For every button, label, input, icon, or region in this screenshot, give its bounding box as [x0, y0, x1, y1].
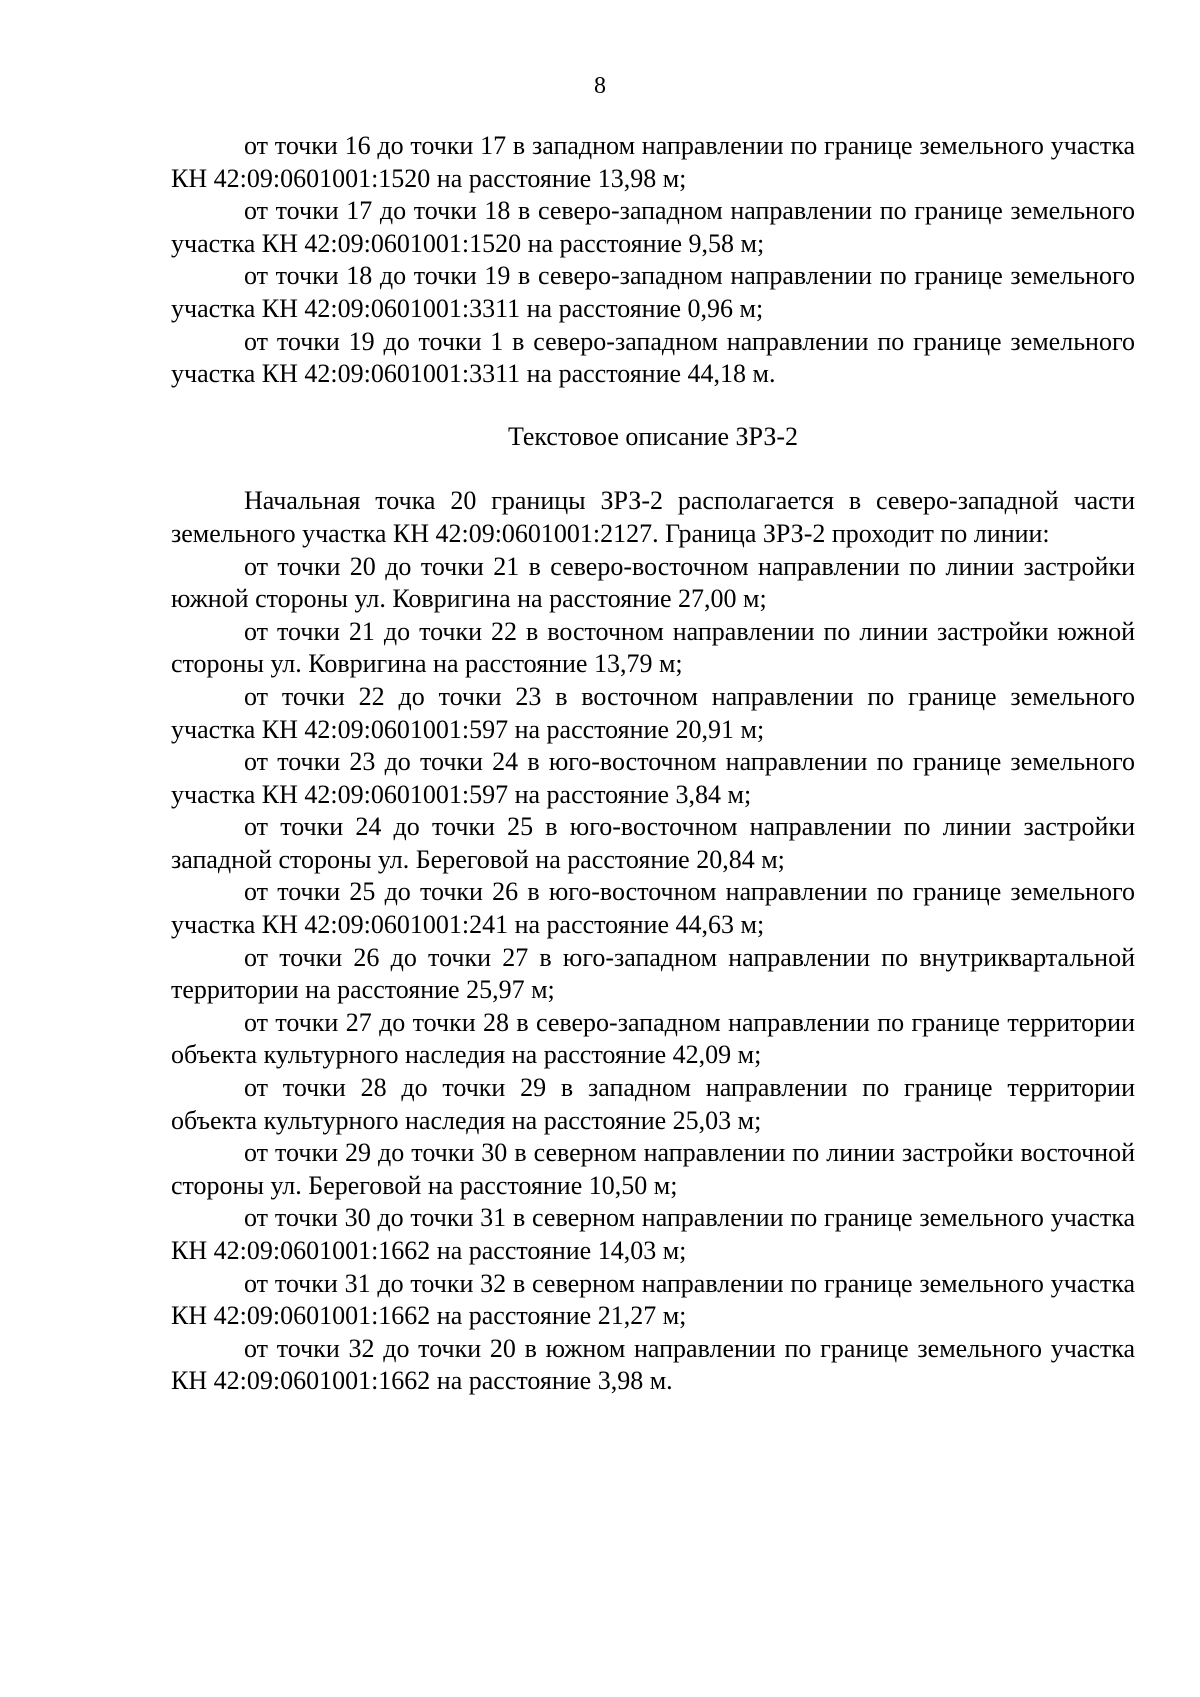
- spacer: [171, 453, 1135, 485]
- boundary-segment-17-18: от точки 17 до точки 18 в северо-западном направлении по границе земельного участка КН 42:09:0601001:1520 на расстояние 9,58 м;: [171, 196, 1135, 258]
- boundary-segment-28-29: от точки 28 до точки 29 в западном направлении по границе территории объекта культурного наследия на расстояние 25,03 м;: [171, 1073, 1135, 1135]
- boundary-segment-20-21: от точки 20 до точки 21 в северо-восточном направлении по линии застройки южной стороны ул. Ковригина на расстояние 27,00 м;: [171, 551, 1135, 614]
- boundary-segment-16-17: от точки 16 до точки 17 в западном направлении по границе земельного участка КН 42:09:0601001:1520 на расстояние 13,98 м;: [171, 131, 1135, 193]
- boundary-segment-26-27: от точки 26 до точки 27 в юго-западном направлении по внутриквартальной территории на расстояние 25,97 м;: [171, 942, 1135, 1005]
- boundary-segment-31-32: от точки 31 до точки 32 в северном направлении по границе земельного участка КН 42:09:0601001:1662 на расстояние 21,27 м;: [171, 1268, 1135, 1331]
- boundary-segment-30-31: от точки 30 до точки 31 в северном направлении по границе земельного участка КН 42:09:0601001:1662 на расстояние 14,03 м;: [171, 1203, 1135, 1265]
- boundary-segment-29-30: от точки 29 до точки 30 в северном направлении по линии застройки восточной стороны ул. Береговой на расстояние 10,50 м;: [171, 1138, 1135, 1200]
- boundary-segment-18-19: от точки 18 до точки 19 в северо-западном направлении по границе земельного участка КН 42:09:0601001:3311 на расстояние 0,96 м;: [171, 261, 1135, 323]
- boundary-segment-19-1: от точки 19 до точки 1 в северо-западном направлении по границе земельного участка КН 42:09:0601001:3311 на расстояние 44,18 м.: [171, 326, 1135, 389]
- section-2-boundary-list: [171, 551, 1135, 1398]
- boundary-segment-22-23: от точки 22 до точки 23 в восточном направлении по границе земельного участка КН 42:09:0601001:597 на расстояние 20,91 м;: [171, 681, 1135, 744]
- boundary-segment-24-25: от точки 24 до точки 25 в юго-восточном направлении по линии застройки западной стороны ул. Береговой на расстояние 20,84 м;: [171, 812, 1135, 874]
- boundary-segment-27-28: от точки 27 до точки 28 в северо-западном направлении по границе территории объекта культурного наследия на расстояние 42,09 м;: [171, 1007, 1135, 1070]
- intro-paragraph: Начальная точка 20 границы ЗРЗ-2 располагается в северо-западной части земельного участка КН 42:09:0601001:2127. Граница ЗРЗ-2 проходит по линии:: [171, 486, 1135, 548]
- boundary-segment-25-26: от точки 25 до точки 26 в юго-восточном направлении по границе земельного участка КН 42:09:0601001:241 на расстояние 44,63 м;: [171, 877, 1135, 940]
- boundary-segment-23-24: от точки 23 до точки 24 в юго-восточном направлении по границе земельного участка КН 42:09:0601001:597 на расстояние 3,84 м;: [171, 747, 1135, 809]
- boundary-segment-21-22: от точки 21 до точки 22 в восточном направлении по линии застройки южной стороны ул. Ковригина на расстояние 13,79 м;: [171, 616, 1135, 679]
- section-1-boundary-list: [171, 130, 1135, 391]
- document-body: [171, 130, 1135, 1398]
- spacer: [171, 391, 1135, 421]
- page-number: 8: [594, 73, 606, 99]
- boundary-segment-32-20: от точки 32 до точки 20 в южном направлении по границе земельного участка КН 42:09:0601001:1662 на расстояние 3,98 м.: [171, 1333, 1135, 1396]
- section-heading: Текстовое описание ЗРЗ-2: [507, 421, 798, 451]
